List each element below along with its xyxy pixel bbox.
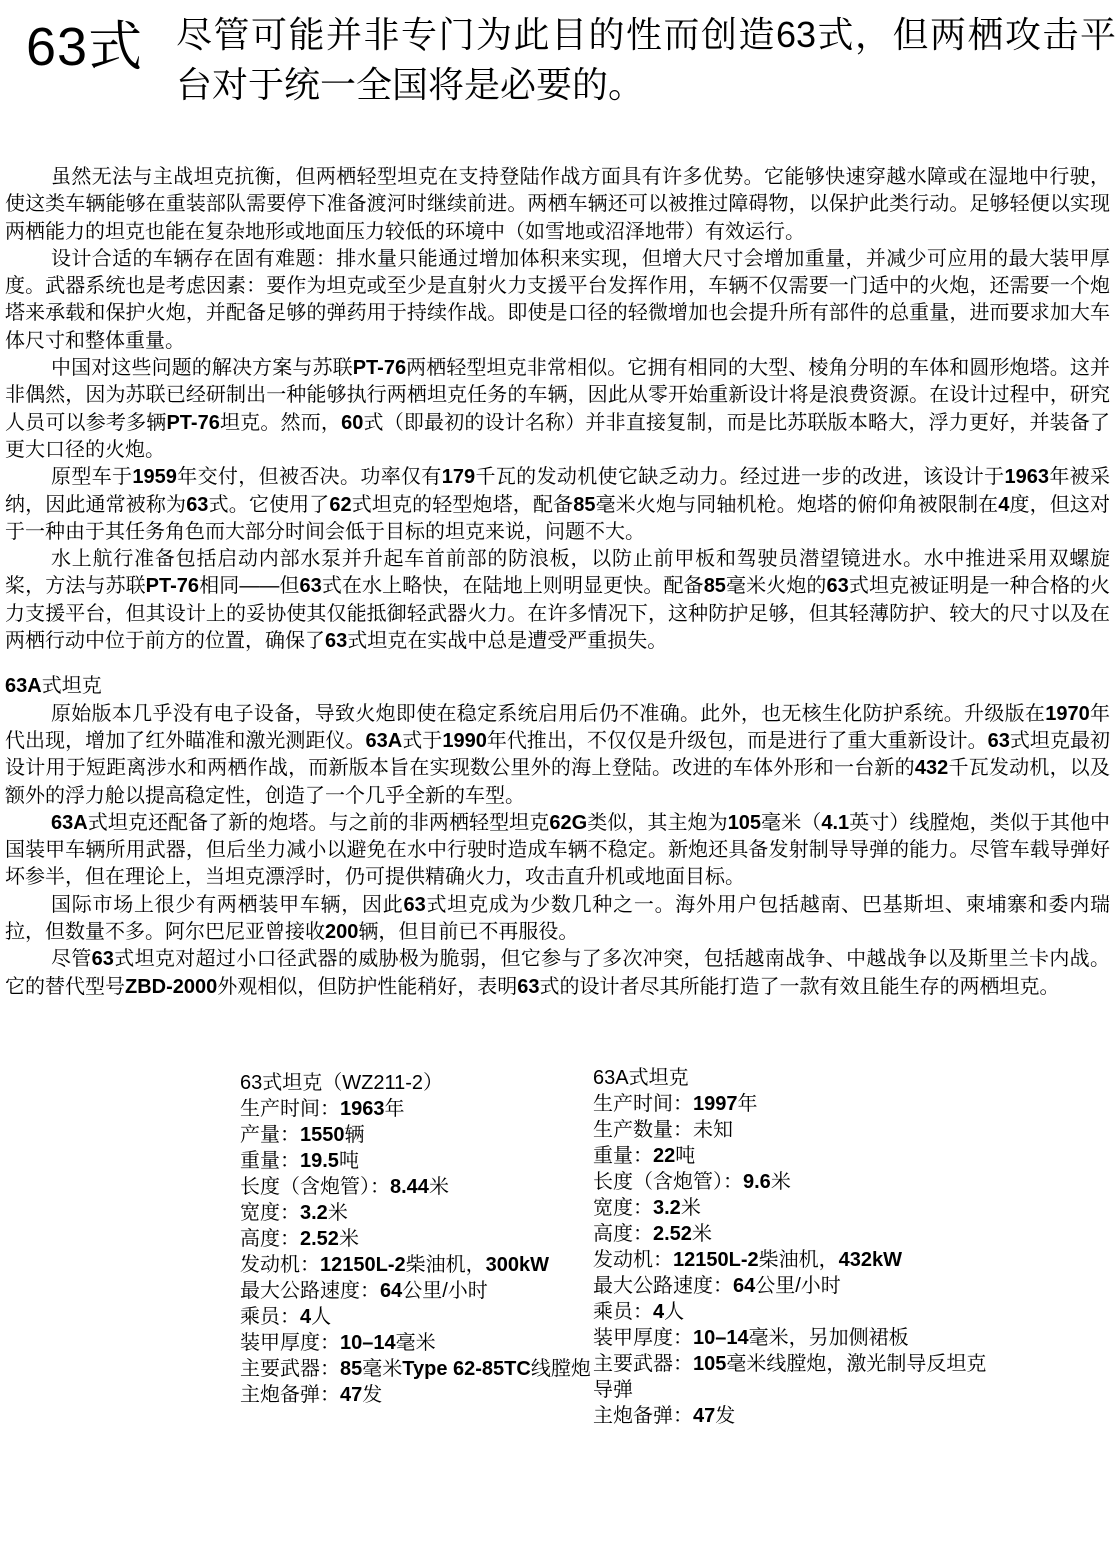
paragraph: 原型车于1959年交付，但被否决。功率仅有179千瓦的发动机使它缺乏动力。经过进一步的改进，该设计于1963年被采纳，因此通常被称为63式。它使用了62式坦克的轻型炮塔，配备85毫米火炮与同轴机枪。炮塔的俯仰角被限制在4度，但这对于一种由于其任务角色而大部分时间会低于目标的坦克来说，问题不大。 — [5, 466, 1111, 543]
spec-title: 63A式坦克 — [593, 1067, 689, 1089]
spec-row: 宽度：3.2米 — [240, 1202, 348, 1224]
spec-row: 装甲厚度：10–14毫米 — [240, 1332, 436, 1354]
spec-row: 长度（含炮管）：9.6米 — [593, 1171, 791, 1193]
spec-row: 高度：2.52米 — [240, 1228, 359, 1250]
spec-row: 生产时间：1997年 — [593, 1093, 758, 1115]
spec-row: 乘员：4人 — [593, 1301, 685, 1323]
paragraph: 水上航行准备包括启动内部水泵并升起车首前部的防浪板，以防止前甲板和驾驶员潜望镜进水。水中推进采用双螺旋桨，方法与苏联PT-76相同——但63式在水上略快，在陆地上则明显更快。配备85毫米火炮的63式坦克被证明是一种合格的火力支援平台，但其设计上的妥协使其仅能抵御轻武器火力。在许多情况下，这种防护足够，但其轻薄防护、较大的尺寸以及在两栖行动中位于前方的位置，确保了63式坦克在实战中总是遭受严重损失。 — [5, 548, 1111, 653]
spec-row: 生产时间：1963年 — [240, 1098, 405, 1120]
paragraph: 设计合适的车辆存在固有难题：排水量只能通过增加体积来实现，但增大尺寸会增加重量，并减少可应用的最大装甲厚度。武器系统也是考虑因素：要作为坦克或至少是直射火力支援平台发挥作用，车辆不仅需要一门适中的火炮，还需要一个炮塔来承载和保护火炮，并配备足够的弹药用于持续作战。即使是口径的轻微增加也会提升所有部件的总重量，进而要求加大车体尺寸和整体重量。 — [5, 247, 1110, 352]
spec-row: 产量：1550辆 — [240, 1124, 365, 1146]
paragraph: 原始版本几乎没有电子设备，导致火炮即使在稳定系统启用后仍不准确。此外，也无核生化防护系统。升级版在1970年代出现，增加了红外瞄准和激光测距仪。63A式于1990年代推出，不仅仅是升级包，而是进行了重大重新设计。63式坦克最初设计用于短距离涉水和两栖作战，而新版本旨在实现数公里外的海上登陆。改进的车体外形和一台新的432千瓦发动机，以及额外的浮力舱以提高稳定性，创造了一个几乎全新的车型。 — [5, 702, 1111, 807]
spec-row: 高度：2.52米 — [593, 1223, 712, 1245]
spec-row: 宽度：3.2米 — [593, 1197, 701, 1219]
spec-row: 主要武器：105毫米线膛炮，激光制导反坦克导弹 — [593, 1353, 987, 1401]
spec-row: 发动机：12150L-2柴油机，300kW — [240, 1254, 549, 1276]
spec-row: 乘员：4人 — [240, 1306, 332, 1328]
paragraph: 中国对这些问题的解决方案与苏联PT-76两栖轻型坦克非常相似。它拥有相同的大型、棱角分明的车体和圆形炮塔。这并非偶然，因为苏联已经研制出一种能够执行两栖坦克任务的车辆，因此从零开始重新设计将是浪费资源。在设计过程中，研究人员可以参考多辆PT-76坦克。然而，60式（即最初的设计名称）并非直接复制，而是比苏联版本略大，浮力更好，并装备了更大口径的火炮。 — [5, 357, 1111, 461]
spec-title: 63式坦克（WZ211-2） — [240, 1072, 444, 1094]
spec-column-type63 — [240, 1070, 620, 1408]
spec-column-type63a — [593, 1065, 1003, 1429]
spec-row: 最大公路速度：64公里/小时 — [240, 1280, 488, 1302]
paragraph: 虽然无法与主战坦克抗衡，但两栖轻型坦克在支持登陆作战方面具有许多优势。它能够快速穿越水障或在湿地中行驶，使这类车辆能够在重装部队需要停下准备渡河时继续前进。两栖车辆还可以被推过障碍物，以保护此类行动。足够轻便以实现两栖能力的坦克也能在复杂地形或地面压力较低的环境中（如雪地或沼泽地带）有效运行。 — [5, 166, 1110, 243]
spec-row: 主要武器：85毫米Type 62-85TC线膛炮 — [240, 1358, 591, 1380]
spec-row: 重量：22吨 — [593, 1145, 696, 1167]
spec-row: 最大公路速度：64公里/小时 — [593, 1275, 841, 1297]
paragraph: 国际市场上很少有两栖装甲车辆，因此63式坦克成为少数几种之一。海外用户包括越南、巴基斯坦、柬埔寨和委内瑞拉，但数量不多。阿尔巴尼亚曾接收200辆，但目前已不再服役。 — [5, 893, 1111, 944]
spec-row: 长度（含炮管）：8.44米 — [240, 1176, 449, 1198]
page-title: 63式 — [26, 17, 144, 77]
paragraph: 尽管63式坦克对超过小口径武器的威胁极为脆弱，但它参与了多次冲突，包括越南战争、中越战争以及斯里兰卡内战。它的替代型号ZBD-2000外观相似，但防护性能稍好，表明63式的设计者尽其所能打造了一款有效且能生存的两栖坦克。 — [5, 948, 1111, 998]
spec-row: 主炮备弹：47发 — [593, 1405, 736, 1427]
paragraph: 63A式坦克还配备了新的炮塔。与之前的非两栖轻型坦克62G类似，其主炮为105毫米（4.1英寸）线膛炮，类似于其他中国装甲车辆所用武器，但后坐力减小以避免在水中行驶时造成车辆不稳定。新炮还具备发射制导导弹的能力。尽管车载导弹好坏参半，但在理论上，当坦克漂浮时，仍可提供精确火力，攻击直升机或地面目标。 — [5, 811, 1111, 889]
spec-row: 主炮备弹：47发 — [240, 1384, 383, 1406]
spec-row: 生产数量：未知 — [593, 1119, 733, 1141]
section-heading: 63A式坦克 — [5, 675, 102, 698]
headline: 尽管可能并非专门为此目的性而创造63式，但两栖攻击平台对于统一全国将是必要的。 — [176, 14, 1116, 105]
spec-row: 发动机：12150L-2柴油机，432kW — [593, 1249, 902, 1271]
article-body — [5, 164, 1110, 1001]
spec-row: 重量：19.5吨 — [240, 1150, 359, 1172]
spec-row: 装甲厚度：10–14毫米，另加侧裙板 — [593, 1327, 909, 1349]
